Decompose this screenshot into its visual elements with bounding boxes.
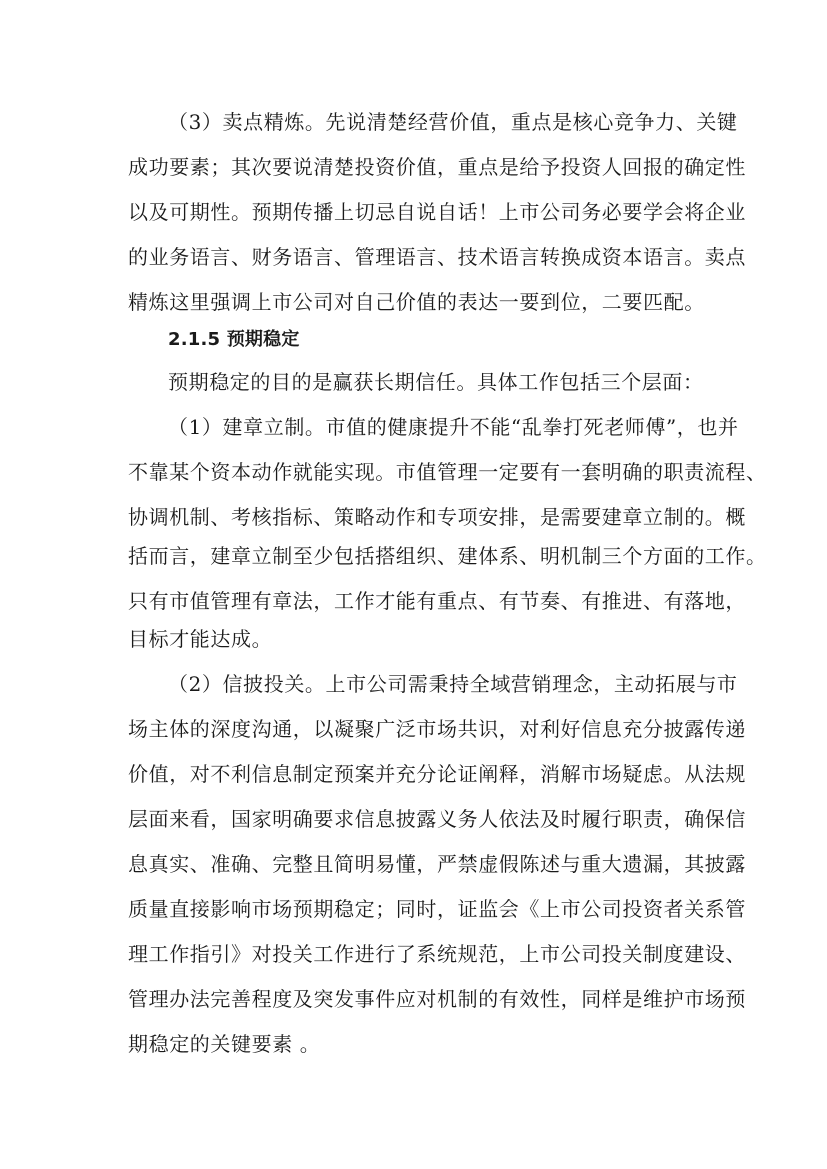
intro-line: 预期稳定的目的是赢获长期信任。具体工作包括三个层面： — [168, 370, 704, 394]
paragraph-line: 层面来看，国家明确要求信息披露义务人依法及时履行职责，确保信 — [128, 807, 746, 831]
paragraph-line: 质量直接影响市场预期稳定；同时，证监会《上市公司投资者关系管 — [128, 897, 746, 921]
paragraph-line: （3）卖点精炼。先说清楚经营价值，重点是核心竞争力、关键 — [168, 110, 738, 134]
paragraph-line: 的业务语言、财务语言、管理语言、技术语言转换成资本语言。卖点 — [128, 245, 746, 269]
paragraph-line: 精炼这里强调上市公司对自己价值的表达一要到位，二要匹配。 — [128, 290, 705, 314]
paragraph-line: 协调机制、考核指标、策略动作和专项安排，是需要建章立制的。概 — [128, 505, 746, 529]
paragraph-line: 不靠某个资本动作就能实现。市值管理一定要有一套明确的职责流程、 — [128, 460, 767, 484]
paragraph-line: 括而言，建章立制至少包括搭组织、建体系、明机制三个方面的工作。 — [128, 544, 767, 568]
paragraph-line: （2）信披投关。上市公司需秉持全域营销理念，主动拓展与市 — [168, 672, 738, 696]
paragraph-line: 目标才能达成。 — [128, 627, 273, 651]
section-heading: 2.1.5 预期稳定 — [168, 329, 300, 350]
paragraph-line: 成功要素；其次要说清楚投资价值，重点是给予投资人回报的确定性 — [128, 155, 746, 179]
paragraph-line: 价值，对不利信息制定预案并充分论证阐释，消解市场疑虑。从法规 — [128, 762, 746, 786]
paragraph-line: 理工作指引》对投关工作进行了系统规范，上市公司投关制度建设、 — [128, 942, 746, 966]
paragraph-line: 息真实、准确、完整且简明易懂，严禁虚假陈述与重大遗漏，其披露 — [128, 852, 746, 876]
paragraph-line: 以及可期性。预期传播上切忌自说自话！上市公司务必要学会将企业 — [128, 200, 746, 224]
paragraph-line: 场主体的深度沟通，以凝聚广泛市场共识，对利好信息充分披露传递 — [128, 717, 746, 741]
paragraph-line: 期稳定的关键要素 。 — [128, 1032, 321, 1056]
paragraph-line: 管理办法完善程度及突发事件应对机制的有效性，同样是维护市场预 — [128, 987, 746, 1011]
paragraph-line: 只有市值管理有章法，工作才能有重点、有节奏、有推进、有落地， — [128, 589, 746, 613]
paragraph-line: （1）建章立制。市值的健康提升不能“乱拳打死老师傅”，也并 — [168, 415, 739, 439]
